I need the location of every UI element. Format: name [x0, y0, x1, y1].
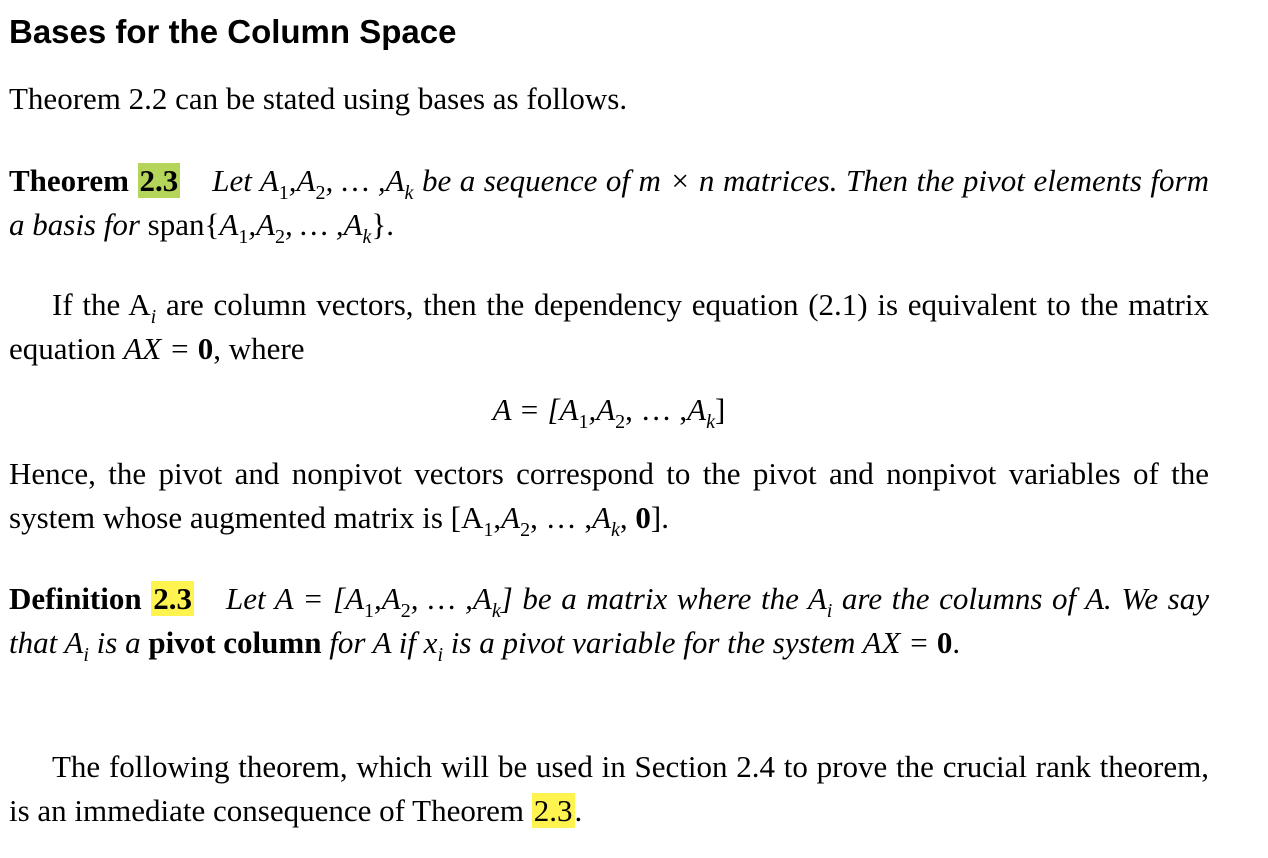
paragraph-dependency: If the $A_i$ are column vectors, then the dependency equation (2.1) is equivalent to the matrix equation AX = 0, where [9, 287, 1209, 366]
intro-paragraph: Theorem 2.2 can be stated using bases as follows. [9, 81, 628, 116]
pivot-column-term: pivot column [148, 625, 322, 660]
definition-block: Definition 2.3 Let $A = [A_1,A_2$, … $,A_k$] be a matrix where the $A_i$ are the columns of A. We say that $A_i$ is a pivot column for A if $x_i$ is a pivot variable for the system AX = 0. [9, 581, 1210, 666]
paragraph-pivot-vectors: Hence, the pivot and nonpivot vectors correspond to the pivot and nonpivot variables of the system whose augmented matrix is [$A_1,A_2$, … $,A_k$, 0]. [9, 456, 1209, 541]
section-heading: Bases for the Column Space [9, 13, 457, 50]
theorem-block: Theorem 2.3 Let $A_1,A_2$, … $,A_k$ be a sequence of m × n matrices. Then the pivot elements form a basis for $span\{A_1,A_2$, … $,A_k$}. [9, 163, 1209, 248]
theorem-text-1: Let A [212, 163, 279, 198]
theorem-reference-link[interactable]: 2.3 [533, 793, 573, 828]
theorem-number[interactable]: 2.3 [139, 163, 179, 198]
theorem-label: Theorem [9, 163, 129, 198]
definition-number[interactable]: 2.3 [153, 581, 192, 616]
display-equation: $A = [A_1,A_2$, … $,A_k$] [492, 392, 726, 433]
paragraph-consequence: The following theorem, which will be used in Section 2.4 to prove the crucial rank theorem, is an immediate consequence of Theorem 2.3. [9, 749, 1209, 828]
theorem-text-2: be a sequence of m × n matrices. Then the pivot elements form a basis for [9, 163, 1209, 242]
definition-label: Definition [9, 581, 142, 616]
